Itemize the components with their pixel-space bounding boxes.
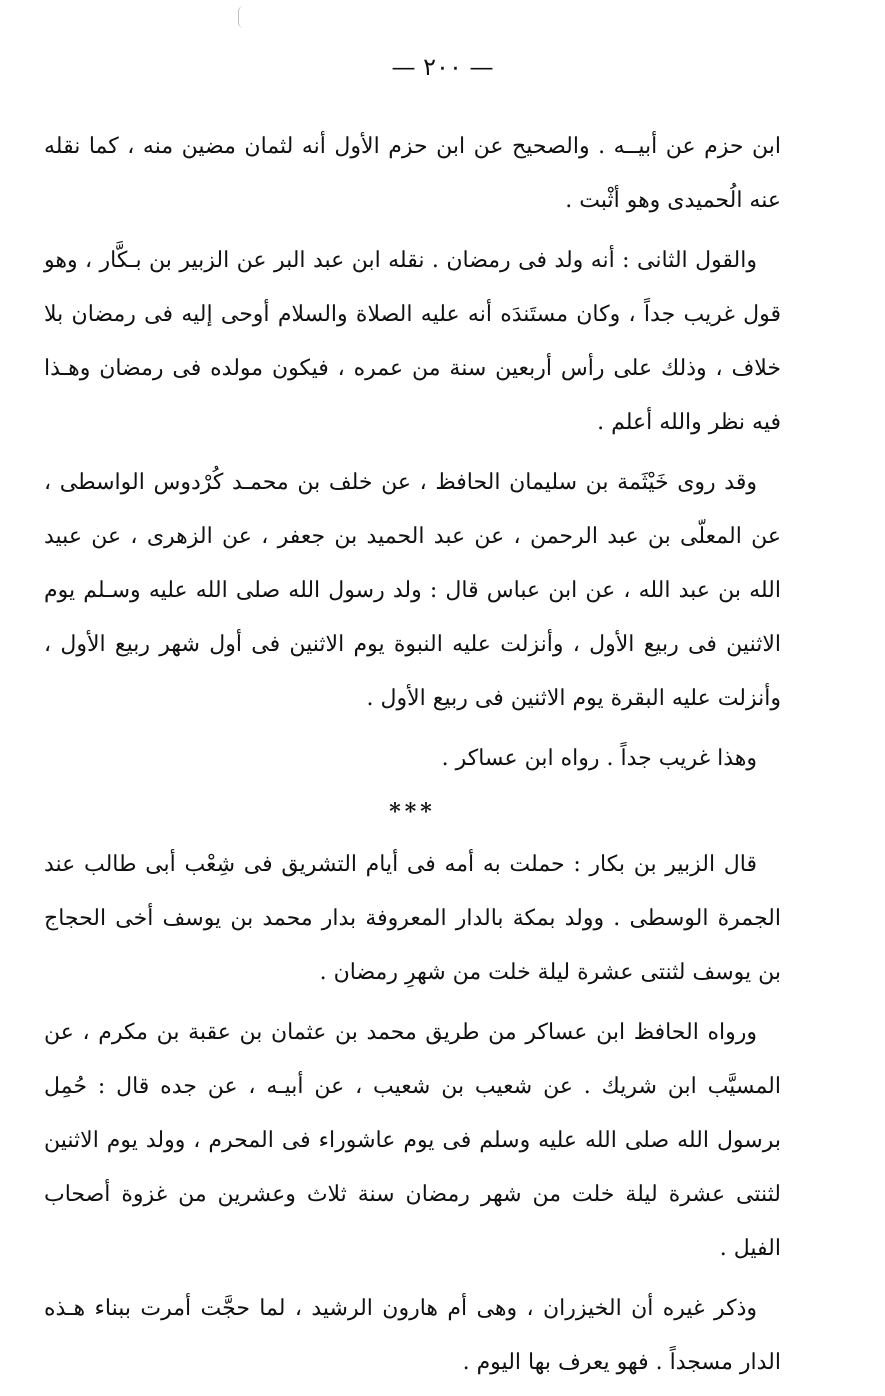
paragraph: والقول الثانى : أنه ولد فى رمضان . نقله ابن عبد البر عن الزبير بن بـكَّار ، وهو قول غريب جداً ، وكان مستَندَه أنه عليه الصلاة والسلام أوحى إليه فى رمضان بلا خلاف ، وذلك على رأس أربعين سنة من عمره ، فيكون مولده فى رمضان وهـذا فيه نظر والله أعلم .: [44, 248, 781, 435]
paragraph: قال الزبير بن بكار : حملت به أمه فى أيام التشريق فى شِعْب أبى طالب عند الجمرة الوسطى . وولد بمكة بالدار المعروفة بدار محمد بن يوسف أخى الحجاج بن يوسف لثنتى عشرة ليلة خلت من شهرِ رمضان .: [44, 852, 781, 985]
paragraph: وذكر غيره أن الخيزران ، وهى أم هارون الرشيد ، لما حجَّت أمرت ببناء هـذه الدار مسجداً . فهو يعرف بها اليوم .: [44, 1296, 781, 1375]
page-body: [44, 120, 781, 1396]
page-number: — ٢٠٠ —: [391, 53, 494, 81]
paragraph: وهذا غريب جداً . رواه ابن عساكر .: [441, 746, 757, 771]
paragraph: ورواه الحافظ ابن عساكر من طريق محمد بن عثمان بن عقبة بن مكرم ، عن المسيَّب ابن شريك . عن شعيب بن شعيب ، عن أبيـه ، عن جده قال : حُمِل برسول الله صلى الله عليه وسلم فى يوم عاشوراء فى المحرم ، وولد يوم الاثنين لثنتى عشرة ليلة خلت من شهر رمضان سنة ثلاث وعشرين من غزوة أصحاب الفيل .: [44, 1020, 781, 1261]
section-separator: ***: [389, 799, 436, 825]
paragraph: وقد روى خَيْثَمة بن سليمان الحافظ ، عن خلف بن محمـد كُرْدوس الواسطى ، عن المعلّى بن عبد الرحمن ، عن عبد الحميد بن جعفر ، عن الزهرى ، عن عبيد الله بن عبد الله ، عن ابن عباس قال : ولد رسول الله صلى الله عليه وسـلم يوم الاثنين فى ربيع الأول ، وأنزلت عليه النبوة يوم الاثنين فى أول شهر ربيع الأول ، وأنزلت عليه البقرة يوم الاثنين فى ربيع الأول .: [44, 470, 781, 711]
paragraph: ابن حزم عن أبيــه . والصحيح عن ابن حزم الأول أنه لثمان مضين منه ، كما نقله عنه الُحميدى وهو أثْبت .: [44, 134, 781, 213]
margin-mark: [238, 6, 249, 28]
